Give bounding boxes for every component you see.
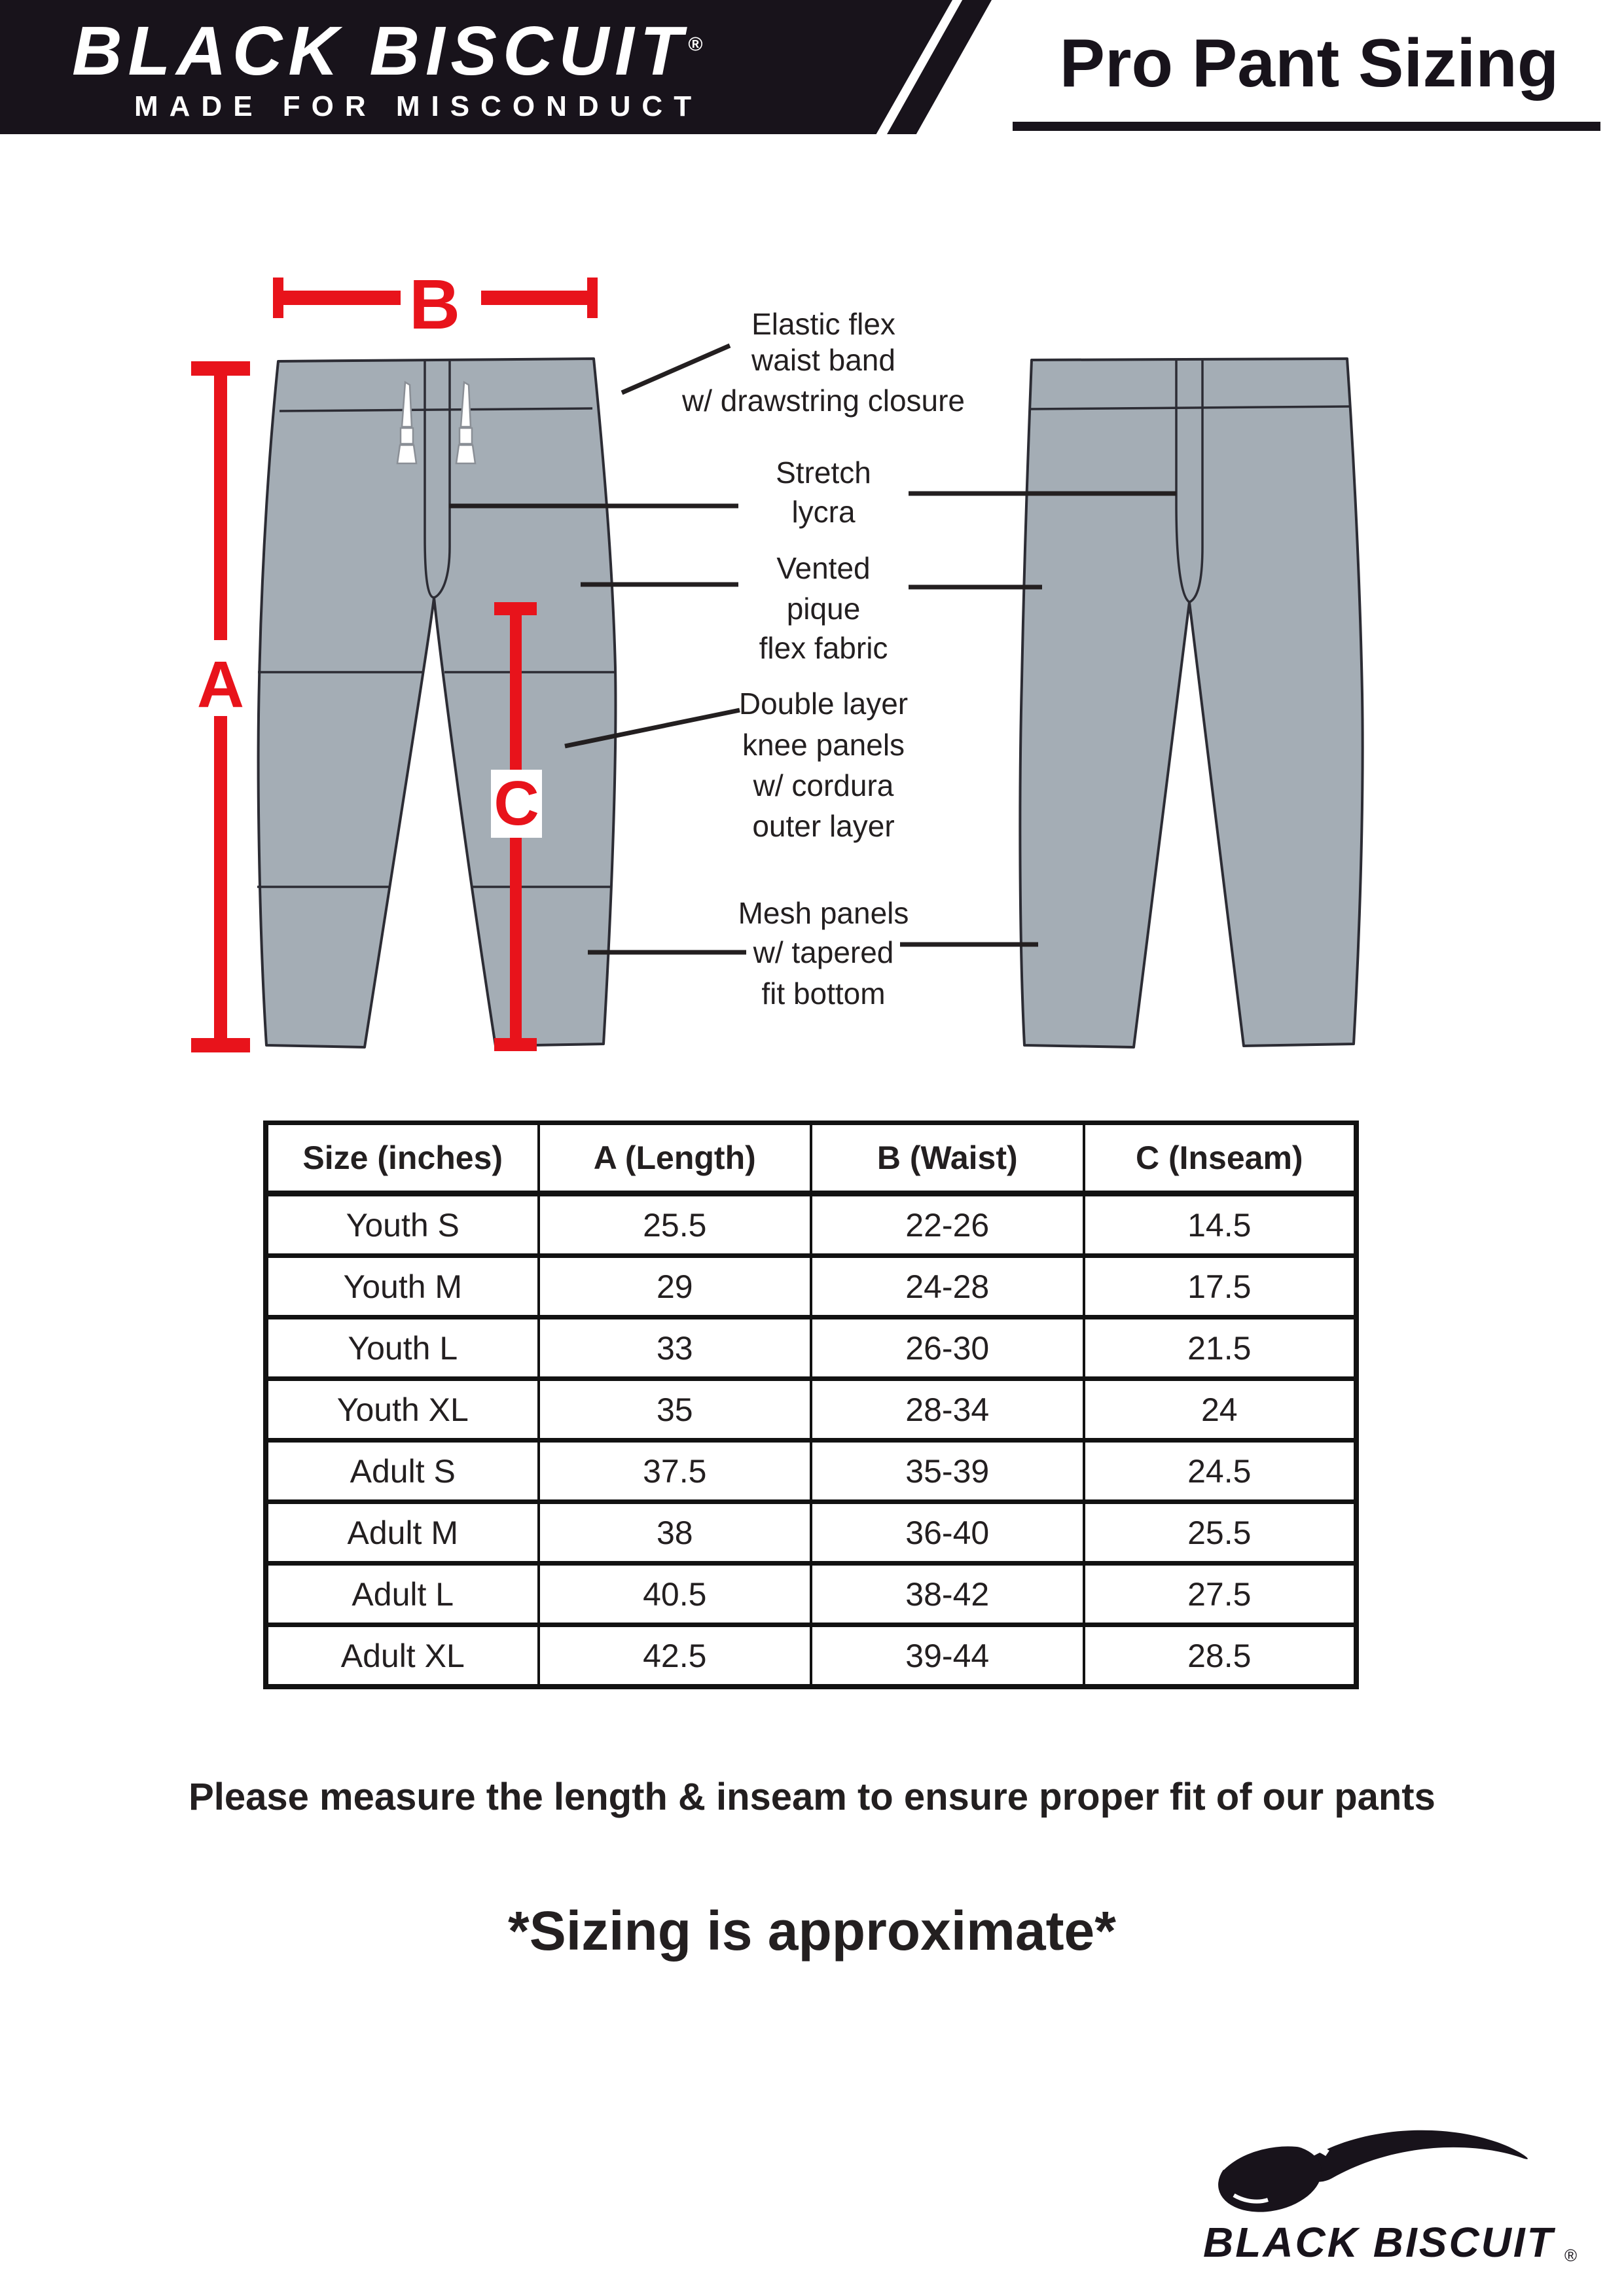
svg-text:Vented: Vented: [776, 551, 871, 585]
cell-size: Youth XL: [266, 1379, 539, 1441]
cell-waist: 22-26: [811, 1194, 1084, 1256]
footer-registered-mark: ®: [1564, 2246, 1578, 2265]
sizing-disclaimer: *Sizing is approximate*: [508, 1900, 1116, 1962]
svg-text:Mesh panels: Mesh panels: [738, 896, 909, 930]
measure-note: Please measure the length & inseam to ensure proper fit of our pants: [189, 1776, 1435, 1818]
table-row: [266, 1379, 1356, 1441]
label-c: C: [494, 768, 539, 838]
cell-length: 25.5: [539, 1194, 812, 1256]
annotation-stretch: [776, 456, 871, 529]
measure-b: [273, 264, 598, 344]
table-row: [266, 1564, 1356, 1625]
measure-a: [191, 361, 250, 1052]
cell-inseam: 28.5: [1084, 1625, 1357, 1687]
table-header-row: [266, 1123, 1356, 1194]
cell-inseam: 17.5: [1084, 1256, 1357, 1318]
cell-size: Youth S: [266, 1194, 539, 1256]
brand-name: BLACK BISCUIT: [72, 12, 689, 90]
cell-size: Adult M: [266, 1502, 539, 1564]
cell-length: 42.5: [539, 1625, 812, 1687]
col-header-waist: B (Waist): [811, 1123, 1084, 1194]
svg-text:w/ drawstring closure: w/ drawstring closure: [681, 384, 965, 418]
annotation-knee: [739, 687, 908, 843]
svg-text:Stretch: Stretch: [776, 456, 871, 490]
registered-mark: ®: [688, 33, 703, 56]
cell-waist: 26-30: [811, 1318, 1084, 1379]
cell-waist: 38-42: [811, 1564, 1084, 1625]
svg-text:w/ tapered: w/ tapered: [753, 935, 894, 969]
table-row: [266, 1625, 1356, 1687]
cell-waist: 35-39: [811, 1441, 1084, 1502]
cell-size: Adult XL: [266, 1625, 539, 1687]
cell-length: 29: [539, 1256, 812, 1318]
cell-inseam: 24.5: [1084, 1441, 1357, 1502]
puck-swoosh-icon: [1212, 2130, 1528, 2221]
label-a: A: [196, 648, 245, 721]
cell-length: 35: [539, 1379, 812, 1441]
annotation-mesh: [738, 896, 909, 1011]
footer-brand-name: BLACK BISCUIT: [1203, 2219, 1555, 2266]
cell-inseam: 21.5: [1084, 1318, 1357, 1379]
cell-waist: 28-34: [811, 1379, 1084, 1441]
page-title: Pro Pant Sizing: [1059, 26, 1559, 101]
cell-size: Adult S: [266, 1441, 539, 1502]
svg-text:fit bottom: fit bottom: [761, 977, 886, 1011]
cell-length: 40.5: [539, 1564, 812, 1625]
svg-text:knee panels: knee panels: [742, 728, 905, 762]
label-b: B: [409, 264, 460, 344]
cell-waist: 39-44: [811, 1625, 1084, 1687]
brand-tagline: MADE FOR MISCONDUCT: [134, 90, 703, 122]
annotation-elastic: [681, 307, 965, 418]
cell-waist: 24-28: [811, 1256, 1084, 1318]
svg-text:Double layer: Double layer: [738, 687, 909, 721]
title-underline: [1013, 122, 1600, 131]
col-header-size: Size (inches): [266, 1123, 539, 1194]
table-row: [266, 1194, 1356, 1256]
cell-size: Youth L: [266, 1318, 539, 1379]
svg-text:w/ cordura: w/ cordura: [753, 768, 894, 802]
svg-text:Elastic flex: Elastic flex: [751, 307, 895, 341]
table-row: [266, 1441, 1356, 1502]
cell-waist: 36-40: [811, 1502, 1084, 1564]
cell-inseam: 14.5: [1084, 1194, 1357, 1256]
svg-text:lycra: lycra: [791, 495, 856, 529]
cell-inseam: 25.5: [1084, 1502, 1357, 1564]
sizing-table: [263, 1121, 1359, 1689]
cell-inseam: 24: [1084, 1379, 1357, 1441]
table-row: [266, 1502, 1356, 1564]
svg-text:outer layer: outer layer: [752, 809, 895, 843]
svg-text:flex fabric: flex fabric: [759, 631, 888, 665]
col-header-inseam: C (Inseam): [1084, 1123, 1357, 1194]
footer-brand-logo: [1198, 2121, 1604, 2284]
table-row: [266, 1256, 1356, 1318]
brand-logo-text: [72, 12, 857, 91]
back-pant-illustration: [1020, 359, 1362, 1047]
cell-length: 38: [539, 1502, 812, 1564]
cell-size: Adult L: [266, 1564, 539, 1625]
svg-text:pique: pique: [786, 592, 861, 626]
front-pant-illustration: [257, 359, 615, 1047]
cell-length: 37.5: [539, 1441, 812, 1502]
cell-size: Youth M: [266, 1256, 539, 1318]
col-header-length: A (Length): [539, 1123, 812, 1194]
cell-length: 33: [539, 1318, 812, 1379]
annotation-vented: [759, 551, 888, 665]
table-row: [266, 1318, 1356, 1379]
pant-diagram: [0, 249, 1624, 1100]
svg-text:waist band: waist band: [751, 343, 895, 377]
cell-inseam: 27.5: [1084, 1564, 1357, 1625]
